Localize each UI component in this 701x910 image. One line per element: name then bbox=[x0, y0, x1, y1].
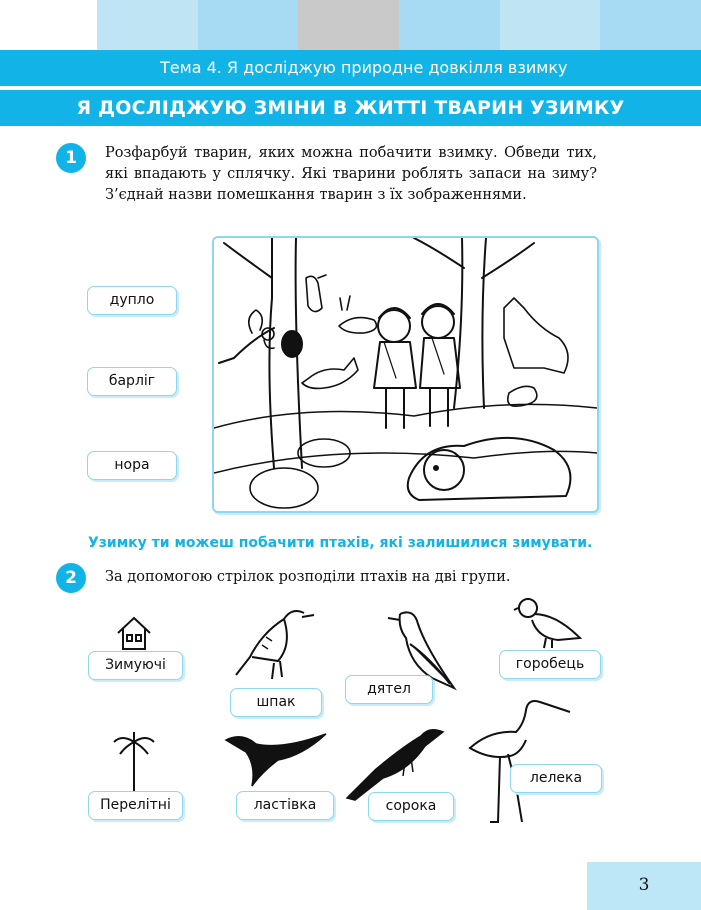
bird-label-sparrow[interactable]: горобець bbox=[499, 650, 601, 679]
bird-label-magpie[interactable]: сорока bbox=[368, 792, 454, 821]
fox-icon bbox=[302, 358, 358, 388]
woodpecker-icon bbox=[306, 275, 326, 312]
magpie-icon bbox=[345, 726, 445, 802]
home-label-den[interactable]: барліг bbox=[87, 367, 177, 396]
task-number-1: 1 bbox=[56, 143, 86, 173]
wolf-icon bbox=[504, 298, 568, 373]
bird-label-starling[interactable]: шпак bbox=[230, 688, 322, 717]
task-1-instructions: Розфарбуй тварин, яких можна побачити взимку. Обведи тих, які впадають у сплячку. Які тварини роблять запаси на зиму? З’єднай назви помешкання тварин з їх зображеннями. bbox=[105, 145, 597, 203]
bird-label-stork[interactable]: лелека bbox=[510, 764, 602, 793]
stripe bbox=[500, 0, 601, 50]
starling-icon bbox=[232, 605, 318, 681]
sparrow-icon bbox=[512, 594, 584, 650]
task-number-2: 2 bbox=[56, 563, 86, 593]
stripe bbox=[198, 0, 299, 50]
winter-forest-illustration bbox=[212, 236, 599, 513]
lesson-title: Я ДОСЛІДЖУЮ ЗМІНИ В ЖИТТІ ТВАРИН УЗИМКУ bbox=[0, 90, 701, 126]
page-number: 3 bbox=[587, 862, 701, 910]
swallow-icon bbox=[222, 728, 332, 788]
birds-subtitle: Узимку ти можеш побачити птахів, які залишилися зимувати. bbox=[88, 535, 593, 551]
burrow-stones bbox=[250, 439, 350, 508]
stripe bbox=[298, 0, 399, 50]
tree-with-hollow bbox=[219, 238, 302, 468]
home-label-burrow[interactable]: нора bbox=[87, 451, 177, 480]
sleeping-bear-icon bbox=[408, 438, 571, 500]
right-tree bbox=[414, 238, 534, 408]
palm-tree-icon bbox=[112, 730, 156, 794]
bird-label-woodpecker[interactable]: дятел bbox=[345, 675, 433, 704]
stripe bbox=[600, 0, 701, 50]
header-stripes bbox=[97, 0, 701, 50]
hare-icon bbox=[339, 296, 376, 333]
children-in-winter-clothes bbox=[374, 304, 460, 428]
stoat-icon bbox=[508, 386, 537, 406]
house-icon bbox=[116, 615, 152, 651]
stork-icon bbox=[460, 690, 572, 826]
stripe bbox=[399, 0, 500, 50]
task-2-instructions: За допомогою стрілок розподіли птахів на дві групи. bbox=[105, 569, 511, 585]
group-label-migratory[interactable]: Перелітні bbox=[88, 791, 183, 820]
bird-label-swallow[interactable]: ластівка bbox=[236, 791, 334, 820]
group-label-wintering[interactable]: Зимуючі bbox=[88, 651, 183, 680]
topic-title: Тема 4. Я досліджую природне довкілля взимку bbox=[0, 50, 701, 86]
home-label-hollow[interactable]: дупло bbox=[87, 286, 177, 315]
stripe bbox=[97, 0, 198, 50]
